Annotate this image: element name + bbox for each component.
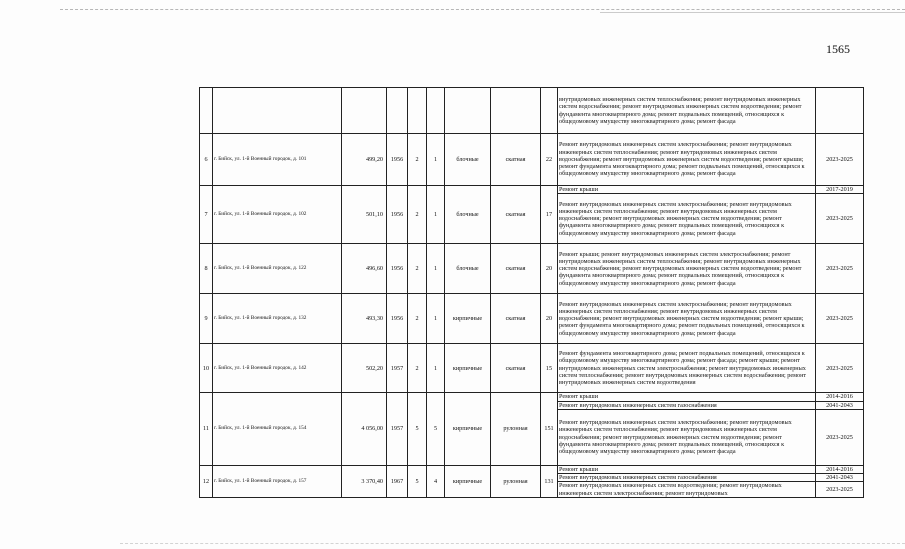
entrances-cell xyxy=(427,88,445,134)
build-year-cell: 1956 xyxy=(387,244,408,294)
roof-type-cell xyxy=(491,88,541,134)
floors-cell xyxy=(408,88,427,134)
work-description-cell: Ремонт внутридомовых инженерных систем газоснабжения xyxy=(558,474,816,482)
build-year-cell: 1956 xyxy=(387,186,408,244)
area-cell: 496,60 xyxy=(342,244,387,294)
scan-artifact-bottom xyxy=(120,543,905,544)
roof-type-cell: скатная xyxy=(491,134,541,186)
entrances-cell: 1 xyxy=(427,344,445,393)
apartments-cell: 15 xyxy=(541,344,558,393)
floors-cell: 2 xyxy=(408,244,427,294)
floors-cell: 2 xyxy=(408,134,427,186)
work-period-cell: 2023-2025 xyxy=(816,482,864,498)
work-description-cell: внутридомовых инженерных систем теплоснабжения; ремонт внутридомовых инженерных систем водоснабжения; ремонт внутридомовых инженерных систем водоотведения; ремонт фундамента многоквартирного дома; ремонт подвальных помещений, относящихся к общедомовому имуществу многоквартирного дома; ремонт фасада xyxy=(558,88,816,134)
wall-material-cell: кирпичные xyxy=(445,344,491,393)
address-cell: г. Бийск, ул. 1-й Военный городок, д. 132 xyxy=(213,294,342,344)
area-cell: 501,10 xyxy=(342,186,387,244)
address-cell: г. Бийск, ул. 1-й Военный городок, д. 157 xyxy=(213,465,342,497)
house-number-cell: 7 xyxy=(200,186,213,244)
apartments-cell: 17 xyxy=(541,186,558,244)
roof-type-cell: скатная xyxy=(491,186,541,244)
work-description-cell: Ремонт внутридомовых инженерных систем электроснабжения; ремонт внутридомовых инженерных систем теплоснабжения; ремонт внутридомовых инженерных систем водоснабжения; ремонт внутридомовых инженерных систем водоотведения; ремонт фундамента многоквартирного дома; ремонт подвальных помещений, относящихся к общедомовому имуществу многоквартирного дома; ремонт фасада xyxy=(558,194,816,244)
floors-cell: 5 xyxy=(408,393,427,466)
area-cell xyxy=(342,88,387,134)
work-period-cell: 2014-2016 xyxy=(816,393,864,401)
floors-cell: 2 xyxy=(408,186,427,244)
entrances-cell: 5 xyxy=(427,393,445,466)
table-row xyxy=(200,88,864,134)
work-period-cell: 2014-2016 xyxy=(816,465,864,473)
work-period-cell: 2023-2025 xyxy=(816,194,864,244)
table-row xyxy=(200,344,864,393)
work-period-cell: 2023-2025 xyxy=(816,244,864,294)
build-year-cell: 1956 xyxy=(387,134,408,186)
wall-material-cell: блочные xyxy=(445,186,491,244)
work-period-cell: 2017-2019 xyxy=(816,186,864,194)
work-period-cell: 2023-2025 xyxy=(816,134,864,186)
scan-artifact-top xyxy=(60,9,905,10)
work-period-cell: 2041-2043 xyxy=(816,401,864,409)
entrances-cell: 1 xyxy=(427,294,445,344)
table-row xyxy=(200,393,864,401)
house-number-cell: 8 xyxy=(200,244,213,294)
apartments-cell: 20 xyxy=(541,294,558,344)
apartments-cell: 22 xyxy=(541,134,558,186)
roof-type-cell: рулонная xyxy=(491,465,541,497)
floors-cell: 5 xyxy=(408,465,427,497)
area-cell: 502,20 xyxy=(342,344,387,393)
address-cell: г. Бийск, ул. 1-й Военный городок, д. 154 xyxy=(213,393,342,466)
apartments-cell: 131 xyxy=(541,465,558,497)
page-number: 1565 xyxy=(826,42,850,56)
address-cell: г. Бийск, ул. 1-й Военный городок, д. 101 xyxy=(213,134,342,186)
entrances-cell: 1 xyxy=(427,134,445,186)
roof-type-cell: скатная xyxy=(491,294,541,344)
area-cell: 4 056,00 xyxy=(342,393,387,466)
entrances-cell: 4 xyxy=(427,465,445,497)
wall-material-cell: блочные xyxy=(445,134,491,186)
table-row xyxy=(200,294,864,344)
build-year-cell xyxy=(387,88,408,134)
table-body xyxy=(200,88,864,498)
address-cell xyxy=(213,88,342,134)
work-description-cell: Ремонт крыши xyxy=(558,393,816,401)
work-description-cell: Ремонт внутридомовых инженерных систем электроснабжения; ремонт внутридомовых инженерных систем теплоснабжения; ремонт внутридомовых инженерных систем водоснабжения; ремонт внутридомовых инженерных систем водоотведения; ремонт крыши; ремонт фундамента многоквартирного дома; ремонт подвальных помещений, относящихся к общедомовому имуществу многоквартирного дома; ремонт фасада xyxy=(558,134,816,186)
scan-artifact-top-right xyxy=(600,12,905,13)
work-period-cell xyxy=(816,88,864,134)
house-number-cell: 10 xyxy=(200,344,213,393)
work-description-cell: Ремонт крыши; ремонт внутридомовых инженерных систем электроснабжения; ремонт внутридомовых инженерных систем теплоснабжения; ремонт внутридомовых инженерных систем водоснабжения; ремонт внутридомовых инженерных систем водоотведения; ремонт фундамента многоквартирного дома; ремонт подвальных помещений, относящихся к общедомовому имуществу многоквартирного дома; ремонт фасада xyxy=(558,244,816,294)
area-cell: 493,30 xyxy=(342,294,387,344)
wall-material-cell: блочные xyxy=(445,244,491,294)
floors-cell: 2 xyxy=(408,344,427,393)
work-description-cell: Ремонт внутридомовых инженерных систем водоотведения; ремонт внутридомовых инженерных систем электроснабжения; ремонт внутридомовых xyxy=(558,482,816,498)
work-period-cell: 2023-2025 xyxy=(816,344,864,393)
work-description-cell: Ремонт внутридомовых инженерных систем электроснабжения; ремонт внутридомовых инженерных систем теплоснабжения; ремонт внутридомовых инженерных систем водоснабжения; ремонт внутридомовых инженерных систем водоотведения; ремонт крыши; ремонт фундамента многоквартирного дома; ремонт подвальных помещений, относящихся к общедомовому имуществу многоквартирного дома; ремонт фасада xyxy=(558,294,816,344)
apartments-cell: 151 xyxy=(541,393,558,466)
wall-material-cell xyxy=(445,88,491,134)
address-cell: г. Бийск, ул. 1-й Военный городок, д. 142 xyxy=(213,344,342,393)
build-year-cell: 1956 xyxy=(387,294,408,344)
roof-type-cell: скатная xyxy=(491,244,541,294)
work-description-cell: Ремонт крыши xyxy=(558,465,816,473)
address-cell: г. Бийск, ул. 1-й Военный городок, д. 122 xyxy=(213,244,342,294)
entrances-cell: 1 xyxy=(427,186,445,244)
house-number-cell: 12 xyxy=(200,465,213,497)
house-number-cell: 11 xyxy=(200,393,213,466)
wall-material-cell: кирпичные xyxy=(445,393,491,466)
apartments-cell: 20 xyxy=(541,244,558,294)
roof-type-cell: рулонная xyxy=(491,393,541,466)
build-year-cell: 1957 xyxy=(387,344,408,393)
floors-cell: 2 xyxy=(408,294,427,344)
table-row xyxy=(200,186,864,194)
area-cell: 3 370,40 xyxy=(342,465,387,497)
build-year-cell: 1957 xyxy=(387,393,408,466)
apartments-cell xyxy=(541,88,558,134)
table-row xyxy=(200,244,864,294)
house-number-cell: 9 xyxy=(200,294,213,344)
work-description-cell: Ремонт внутридомовых инженерных систем газоснабжения xyxy=(558,401,816,409)
work-description-cell: Ремонт фундамента многоквартирного дома; ремонт подвальных помещений, относящихся к общедомовому имуществу многоквартирного дома; ремонт фасада; ремонт крыши; ремонт внутридомовых инженерных систем электроснабжения; ремонт внутридомовых инженерных систем теплоснабжения; ремонт внутридомовых инженерных систем водоснабжения; ремонт внутридомовых инженерных систем водоотведения xyxy=(558,344,816,393)
work-period-cell: 2023-2025 xyxy=(816,294,864,344)
table-row xyxy=(200,134,864,186)
work-description-cell: Ремонт внутридомовых инженерных систем электроснабжения; ремонт внутридомовых инженерных систем теплоснабжения; ремонт внутридомовых инженерных систем водоснабжения; ремонт внутридомовых инженерных систем водоотведения; ремонт фундамента многоквартирного дома; ремонт подвальных помещений, относящихся к общедомовому имуществу многоквартирного дома; ремонт фасада xyxy=(558,409,816,465)
roof-type-cell: скатная xyxy=(491,344,541,393)
build-year-cell: 1967 xyxy=(387,465,408,497)
wall-material-cell: кирпичные xyxy=(445,465,491,497)
house-number-cell xyxy=(200,88,213,134)
work-period-cell: 2041-2043 xyxy=(816,474,864,482)
work-period-cell: 2023-2025 xyxy=(816,409,864,465)
house-number-cell: 6 xyxy=(200,134,213,186)
address-cell: г. Бийск, ул. 1-й Военный городок, д. 102 xyxy=(213,186,342,244)
entrances-cell: 1 xyxy=(427,244,445,294)
area-cell: 499,20 xyxy=(342,134,387,186)
table-row xyxy=(200,465,864,473)
housing-register-table xyxy=(199,87,864,498)
wall-material-cell: кирпичные xyxy=(445,294,491,344)
work-description-cell: Ремонт крыши xyxy=(558,186,816,194)
